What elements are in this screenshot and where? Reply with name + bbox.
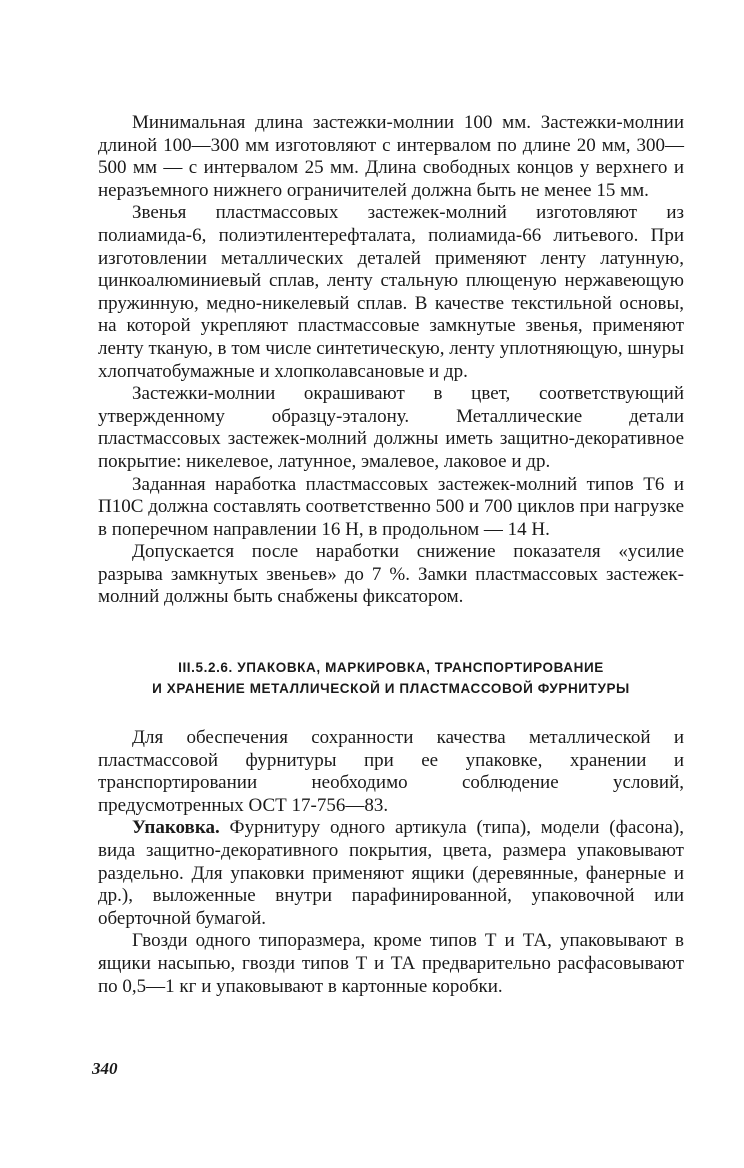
- paragraph-zipper-cycles: Заданная наработка пластмассовых застежек-молний типов Т6 и П10С должна составлять соответственно 500 и 700 циклов при нагрузке в поперечном направлении 16 Н, в продольном — 14 Н.: [98, 473, 684, 540]
- paragraph-zipper-coloring: Застежки-молнии окрашивают в цвет, соответствующий утвержденному образцу-эталону. Металлические детали пластмассовых застежек-молний должны иметь защитно-декоративное покрытие: никелевое, латунное, эмалевое, лаковое и др.: [98, 383, 684, 472]
- paragraph-nails: Гвозди одного типоразмера, кроме типов Т и ТА, упаковывают в ящики насыпью, гвозди типов Т и ТА предварительно расфасовывают по 0,5—1 кг и упаковывают в картонные коробки.: [98, 930, 684, 997]
- section-heading-line-2: И ХРАНЕНИЕ МЕТАЛЛИЧЕСКОЙ И ПЛАСТМАССОВОЙ ФУРНИТУРЫ: [152, 681, 630, 697]
- page-number: 340: [92, 1059, 118, 1078]
- paragraph-zipper-length: Минимальная длина застежки-молнии 100 мм. Застежки-молнии длиной 100—300 мм изготовляют с интервалом по длине 20 мм, 300—500 мм — с интервалом 25 мм. Длина свободных концов у верхнего и неразъемного нижнего ограничителей должна быть не менее 15 мм.: [98, 112, 684, 201]
- section-heading: [98, 657, 684, 699]
- section-heading-line-1: III.5.2.6. УПАКОВКА, МАРКИРОВКА, ТРАНСПОРТИРОВАНИЕ: [178, 660, 604, 676]
- packing-lead-term: Упаковка.: [132, 817, 220, 839]
- paragraph-zipper-strength: Допускается после наработки снижение показателя «усилие разрыва замкнутых звеньев» до 7 %. Замки пластмассовых застежек-молний должны быть снабжены фиксатором.: [98, 541, 684, 608]
- paragraph-zipper-materials: Звенья пластмассовых застежек-молний изготовляют из полиамида-6, полиэтилентерефталата, полиамида-66 литьевого. При изготовлении металлических деталей применяют ленту латунную, цинкоалюминиевый сплав, ленту стальную плющеную нержавеющую пружинную, медно-никелевый сплав. В качестве текстильной основы, на которой укрепляют пластмассовые замкнутые звенья, применяют ленту тканую, в том числе синтетическую, ленту уплотняющую, шнуры хлопчатобумажные и хлопколавсановые и др.: [98, 202, 684, 382]
- paragraph-packing: [98, 817, 684, 930]
- packing-text: Фурнитуру одного артикула (типа), модели (фасона), вида защитно-декоративного покрытия, цвета, размера упаковывают раздельно. Для упаковки применяют ящики (деревянные, фанерные и др.), выложенные внутри парафинированной, упаковочной или оберточной бумагой.: [98, 817, 684, 929]
- paragraph-preservation: Для обеспечения сохранности качества металлической и пластмассовой фурнитуры при ее упаковке, хранении и транспортировании необходимо соблюдение условий, предусмотренных ОСТ 17-756—83.: [98, 727, 684, 816]
- page-body: [98, 112, 684, 998]
